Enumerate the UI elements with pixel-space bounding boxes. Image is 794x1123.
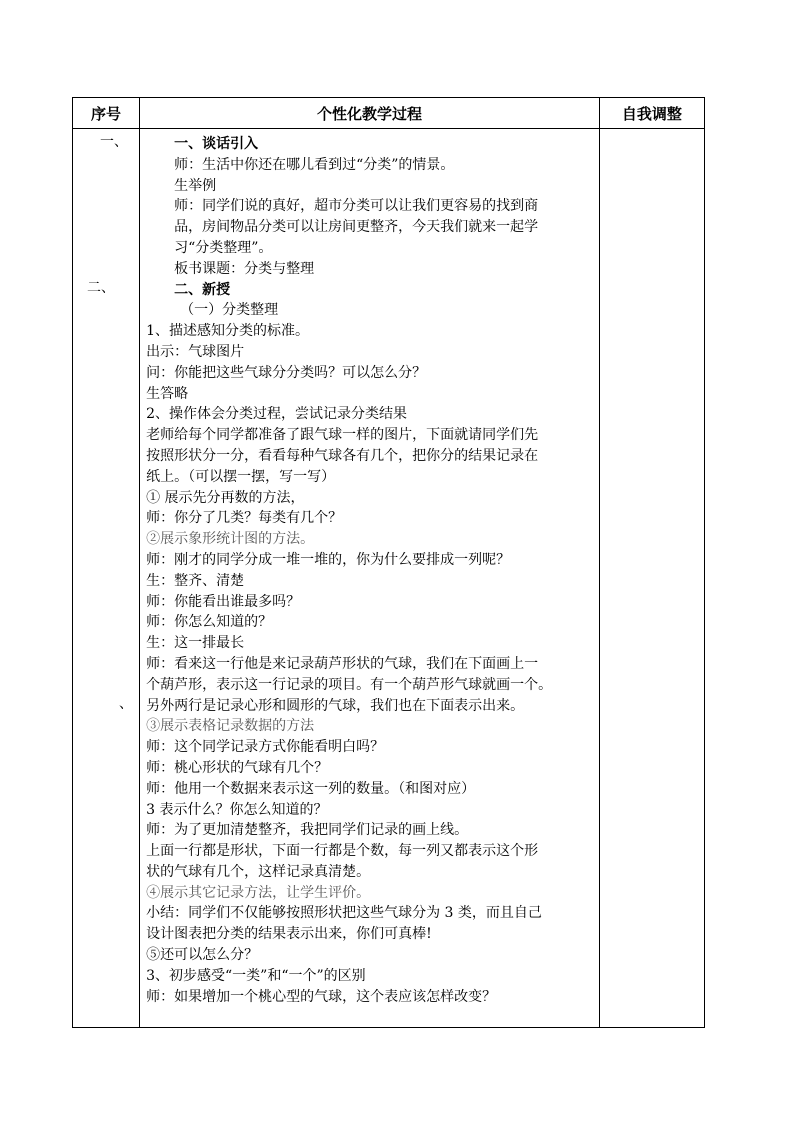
process-line: 师：同学们说的真好，超市分类可以让我们更容易的找到商 bbox=[174, 198, 539, 215]
process-line: 师：刚才的同学分成一堆一堆的，你为什么要排成一列呢？ bbox=[146, 551, 511, 568]
header-row bbox=[73, 98, 705, 129]
process-line: 师：你怎么知道的？ bbox=[146, 614, 273, 631]
process-line: 小结：同学们不仅能够按照形状把这些气球分为 3 类，而且自己 bbox=[146, 905, 542, 922]
process-line: 师：这个同学记录方式你能看明白吗？ bbox=[146, 739, 385, 756]
process-line: 板书课题：分类与整理 bbox=[174, 260, 315, 277]
process-line: 纸上。（可以摆一摆，写一写） bbox=[146, 468, 336, 485]
process-line: 师：你分了几类？每类有几个？ bbox=[146, 510, 343, 527]
process-line: 习“分类整理”。 bbox=[174, 239, 273, 256]
process-line: ②展示象形统计图的方法。 bbox=[146, 531, 315, 548]
process-line: 师：生活中你还在哪儿看到过“分类”的情景。 bbox=[174, 156, 455, 173]
process-line: 生：整齐、清楚 bbox=[146, 572, 245, 589]
process-line: 师：桃心形状的气球有几个？ bbox=[146, 759, 329, 776]
process-line: 师：如果增加一个桃心型的气球，这个表应该怎样改变？ bbox=[146, 988, 497, 1005]
seq-cell bbox=[73, 129, 140, 1028]
process-line: （一）分类整理 bbox=[180, 302, 279, 319]
process-line: 师：为了更加清楚整齐，我把同学们记录的画上线。 bbox=[146, 822, 469, 839]
process-line: 2、操作体会分类过程，尝试记录分类结果 bbox=[146, 406, 407, 423]
process-line: 二、新授 bbox=[174, 281, 231, 298]
process-line: 师：看来这一行他是来记录葫芦形状的气球，我们在下面画上一 bbox=[146, 655, 539, 672]
process-line: 问：你能把这些气球分分类吗？可以怎么分？ bbox=[146, 364, 427, 381]
process-line: 上面一行都是形状，下面一行都是个数，每一列又都表示这个形 bbox=[146, 843, 539, 860]
header-seq: 序号 bbox=[73, 98, 140, 129]
process-line: 1、描述感知分类的标准。 bbox=[146, 323, 310, 340]
header-process: 个性化教学过程 bbox=[140, 98, 600, 129]
process-line: ④展示其它记录方法，让学生评价。 bbox=[146, 884, 371, 901]
process-line: 生：这一排最长 bbox=[146, 635, 245, 652]
process-line: 一、谈话引入 bbox=[174, 136, 259, 152]
process-line: ⑤还可以怎么分？ bbox=[146, 947, 259, 964]
process-line: 状的气球有几个，这样记录真清楚。 bbox=[146, 863, 371, 880]
process-cell bbox=[140, 129, 600, 1028]
process-line: ③展示表格记录数据的方法 bbox=[146, 718, 315, 735]
process-line: 生举例 bbox=[174, 177, 217, 194]
process-line: 个葫芦形，表示这一行记录的项目。有一个葫芦形气球就画一个。 bbox=[146, 676, 553, 693]
seq-mark-1: 一、 bbox=[100, 134, 128, 150]
process-line: 3 表示什么？你怎么知道的？ bbox=[146, 801, 328, 818]
process-line: 另外两行是记录心形和圆形的气球，我们也在下面表示出来。 bbox=[146, 697, 525, 714]
process-line: 生答略 bbox=[146, 385, 189, 402]
seq-mark-3: 、 bbox=[119, 696, 133, 712]
lesson-plan-table bbox=[72, 97, 705, 1028]
seq-mark-2: 二、 bbox=[87, 280, 115, 296]
process-lines bbox=[146, 134, 589, 1007]
process-line: 品，房间物品分类可以让房间更整齐，今天我们就来一起学 bbox=[174, 219, 539, 236]
process-line: 3、初步感受“一类”和“一个”的区别 bbox=[146, 967, 366, 984]
process-line: 老师给每个同学都准备了跟气球一样的图片，下面就请同学们先 bbox=[146, 427, 539, 444]
process-line: 出示：气球图片 bbox=[146, 343, 245, 360]
process-line: 师：你能看出谁最多吗？ bbox=[146, 593, 301, 610]
process-line: 按照形状分一分，看看每种气球各有几个，把你分的结果记录在 bbox=[146, 447, 539, 464]
body-row bbox=[73, 129, 705, 1028]
header-adjust: 自我调整 bbox=[599, 98, 704, 129]
process-line: 师：他用一个数据来表示这一列的数量。（和图对应） bbox=[146, 780, 476, 797]
process-line: ① 展示先分再数的方法， bbox=[146, 489, 305, 506]
adjust-cell bbox=[599, 129, 704, 1028]
process-line: 设计图表把分类的结果表示出来，你们可真棒! bbox=[146, 926, 432, 943]
